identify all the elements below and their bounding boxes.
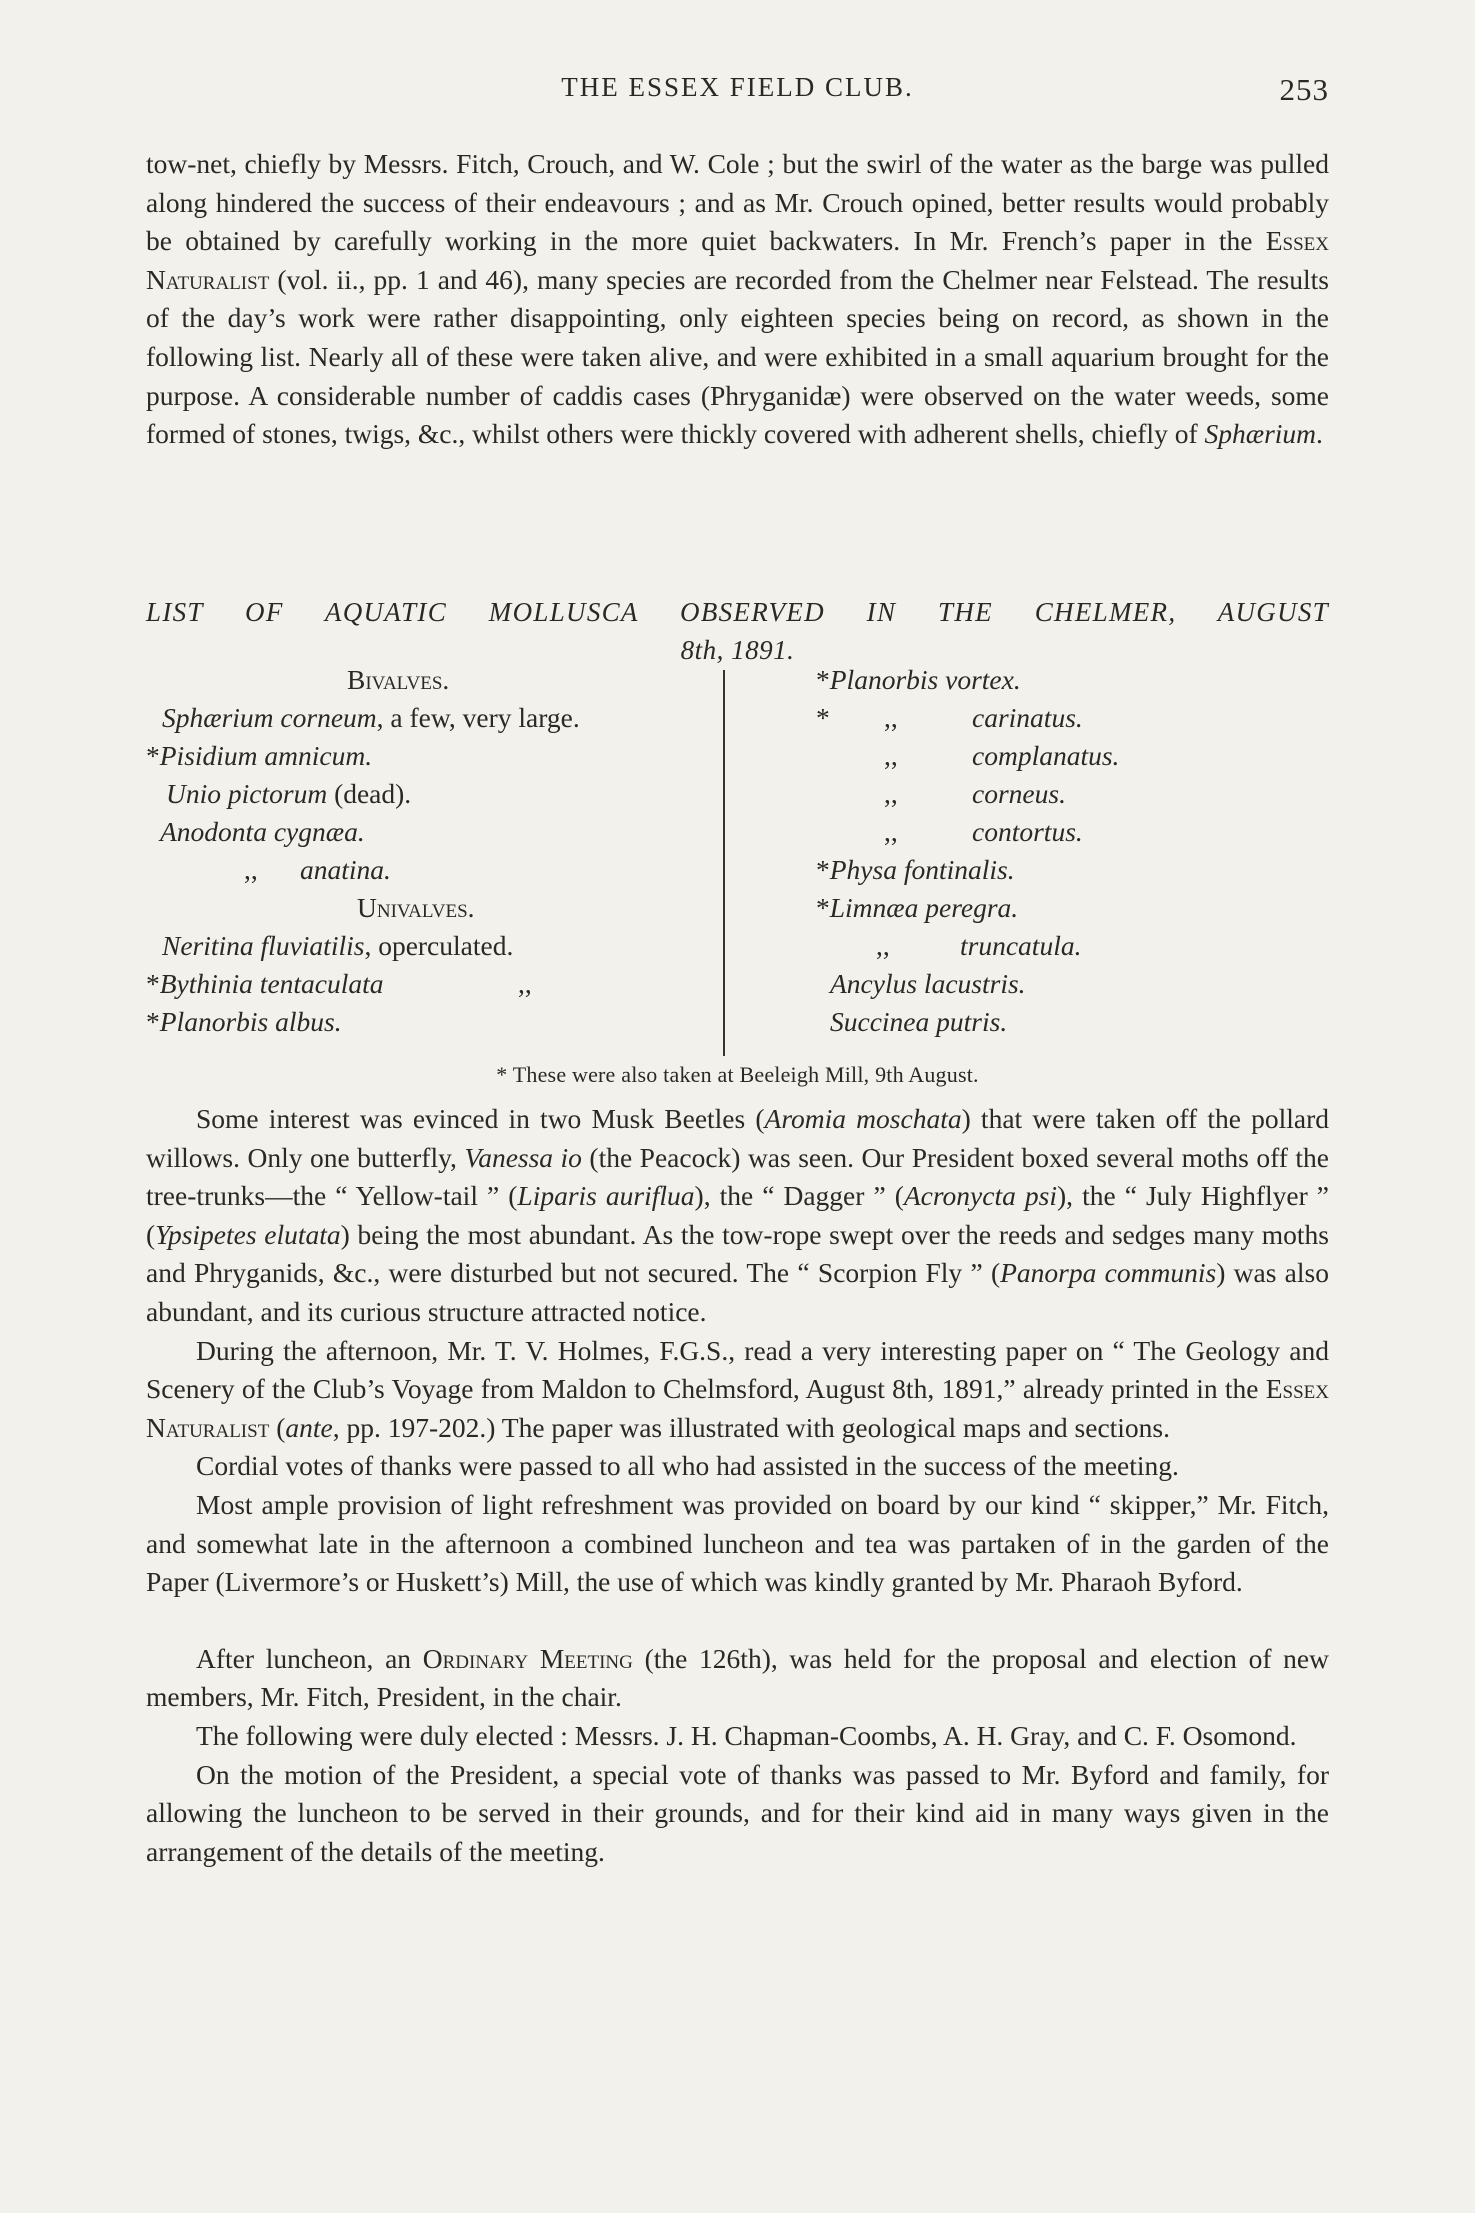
list-item: Unio pictorum (dead). [166, 778, 412, 809]
list-item: contortus. [972, 816, 1083, 847]
genus-name: Sphærium [1204, 418, 1317, 450]
list-item: carinatus. [972, 702, 1083, 733]
main-text [146, 1100, 1329, 1871]
footnote: * These were also taken at Beeleigh Mill, 9th August. [496, 1062, 979, 1087]
list-item: ,, [884, 740, 898, 771]
intro-text-3: . [1316, 418, 1323, 450]
page-number: 253 [1279, 72, 1329, 107]
list-item: truncatula. [960, 930, 1082, 961]
list-item: ,, [518, 968, 532, 999]
intro-text-1: tow-net, chiefly by Messrs. Fitch, Crouch, and W. Cole ; but the swirl of the water as the barge was pulled along hindered the success of their endeavours ; and as Mr. Crouch opined, better results would probably be obtained by carefully working in the more quiet backwaters. In Mr. French’s paper in the [146, 148, 1329, 257]
paragraph: The following were duly elected : Messrs. J. H. Chapman-Coombs, A. H. Gray, and C. F. Osomond. [196, 1719, 1297, 1751]
list-item: complanatus. [972, 740, 1120, 771]
list-heading-line1: LIST OF AQUATIC MOLLUSCA OBSERVED IN THE CHELMER, AUGUST [146, 597, 1329, 627]
list-item: Ancylus lacustris. [830, 968, 1026, 999]
journal-title: Essex Naturalist [146, 225, 1329, 295]
paragraph: On the motion of the President, a special vote of thanks was passed to Mr. Byford and family, for allowing the luncheon to be served in their grounds, and for their kind aid in many ways given in the arrangement of the details of the meeting. [146, 1758, 1329, 1867]
paragraph: During the afternoon, Mr. T. V. Holmes, F.G.S., read a very interesting paper on “ The Geology and Scenery of the Club’s Voyage from Maldon to Chelmsford, August 8th, 1891,” already printed in the Essex Naturalist (ante, pp. 197-202.) The paper was illustrated with geological maps and sections. [146, 1334, 1329, 1443]
list-heading [146, 593, 1329, 669]
list-item: *Planorbis albus. [146, 1006, 342, 1037]
list-item: *Pisidium amnicum. [146, 740, 373, 771]
intro-paragraph [146, 145, 1329, 454]
list-heading-line2: 8th, 1891. [680, 635, 795, 665]
list-item: ,, [876, 930, 890, 961]
paragraph: Some interest was evinced in two Musk Beetles (Aromia moschata) that were taken off the pollard willows. Only one butterfly, Vanessa io (the Peacock) was seen. Our President boxed several moths off the tree-trunks—the “ Yellow-tail ” (Liparis auriflua), the “ Dagger ” (Acronycta psi), the “ July Highflyer ” (Ypsipetes elutata) being the most abundant. As the tow-rope swept over the reeds and sedges many moths and Phryganids, &c., were disturbed but not secured. The “ Scorpion Fly ” (Panorpa communis) was also abundant, and its curious structure attracted notice. [146, 1103, 1330, 1327]
list-item: Anodonta cygnæa. [160, 816, 365, 847]
list-item: ,, [244, 854, 258, 885]
intro-text-2: (vol. ii., pp. 1 and 46), many species are recorded from the Chelmer near Felstead. The results of the day’s work were rather disappointing, only eighteen species being on record, as shown in the following list. Nearly all of these were taken alive, and were exhibited in a small aquarium brought for the purpose. A considerable number of caddis cases (Phryganidæ) were observed on the water weeds, some formed of stones, twigs, &c., whilst others were thickly covered with adherent shells, chiefly of [146, 263, 1329, 450]
list-item: ,, [884, 778, 898, 809]
list-item: Succinea putris. [830, 1006, 1008, 1037]
species-list [146, 662, 1329, 1062]
bivalves-heading: Bivalves. [347, 664, 450, 695]
univalves-heading: Univalves. [357, 892, 475, 923]
paragraph: Cordial votes of thanks were passed to all who had assisted in the success of the meeting. [196, 1450, 1179, 1482]
list-item: * [816, 702, 830, 733]
list-item: Sphærium corneum, a few, very large. [162, 702, 580, 733]
list-item: ,, [884, 702, 898, 733]
column-divider [723, 670, 725, 1056]
running-head [146, 70, 1329, 114]
list-item: *Planorbis vortex. [816, 664, 1021, 695]
list-item: ,, [884, 816, 898, 847]
list-item: *Bythinia tentaculata [146, 968, 384, 999]
running-title: THE ESSEX FIELD CLUB. [561, 72, 914, 102]
list-item: anatina. [300, 854, 391, 885]
list-item: corneus. [972, 778, 1066, 809]
list-item: Neritina fluviatilis, operculated. [162, 930, 514, 961]
list-item: *Limnæa peregra. [816, 892, 1019, 923]
paragraph: After luncheon, an Ordinary Meeting (the 126th), was held for the proposal and election of new members, Mr. Fitch, President, in the chair. [146, 1642, 1329, 1713]
list-item: *Physa fontinalis. [816, 854, 1015, 885]
paragraph: Most ample provision of light refreshment was provided on board by our kind “ skipper,” Mr. Fitch, and somewhat late in the afternoon a combined luncheon and tea was partaken of in the garden of the Paper (Livermore’s or Huskett’s) Mill, the use of which was kindly granted by Mr. Pharaoh Byford. [146, 1488, 1329, 1598]
